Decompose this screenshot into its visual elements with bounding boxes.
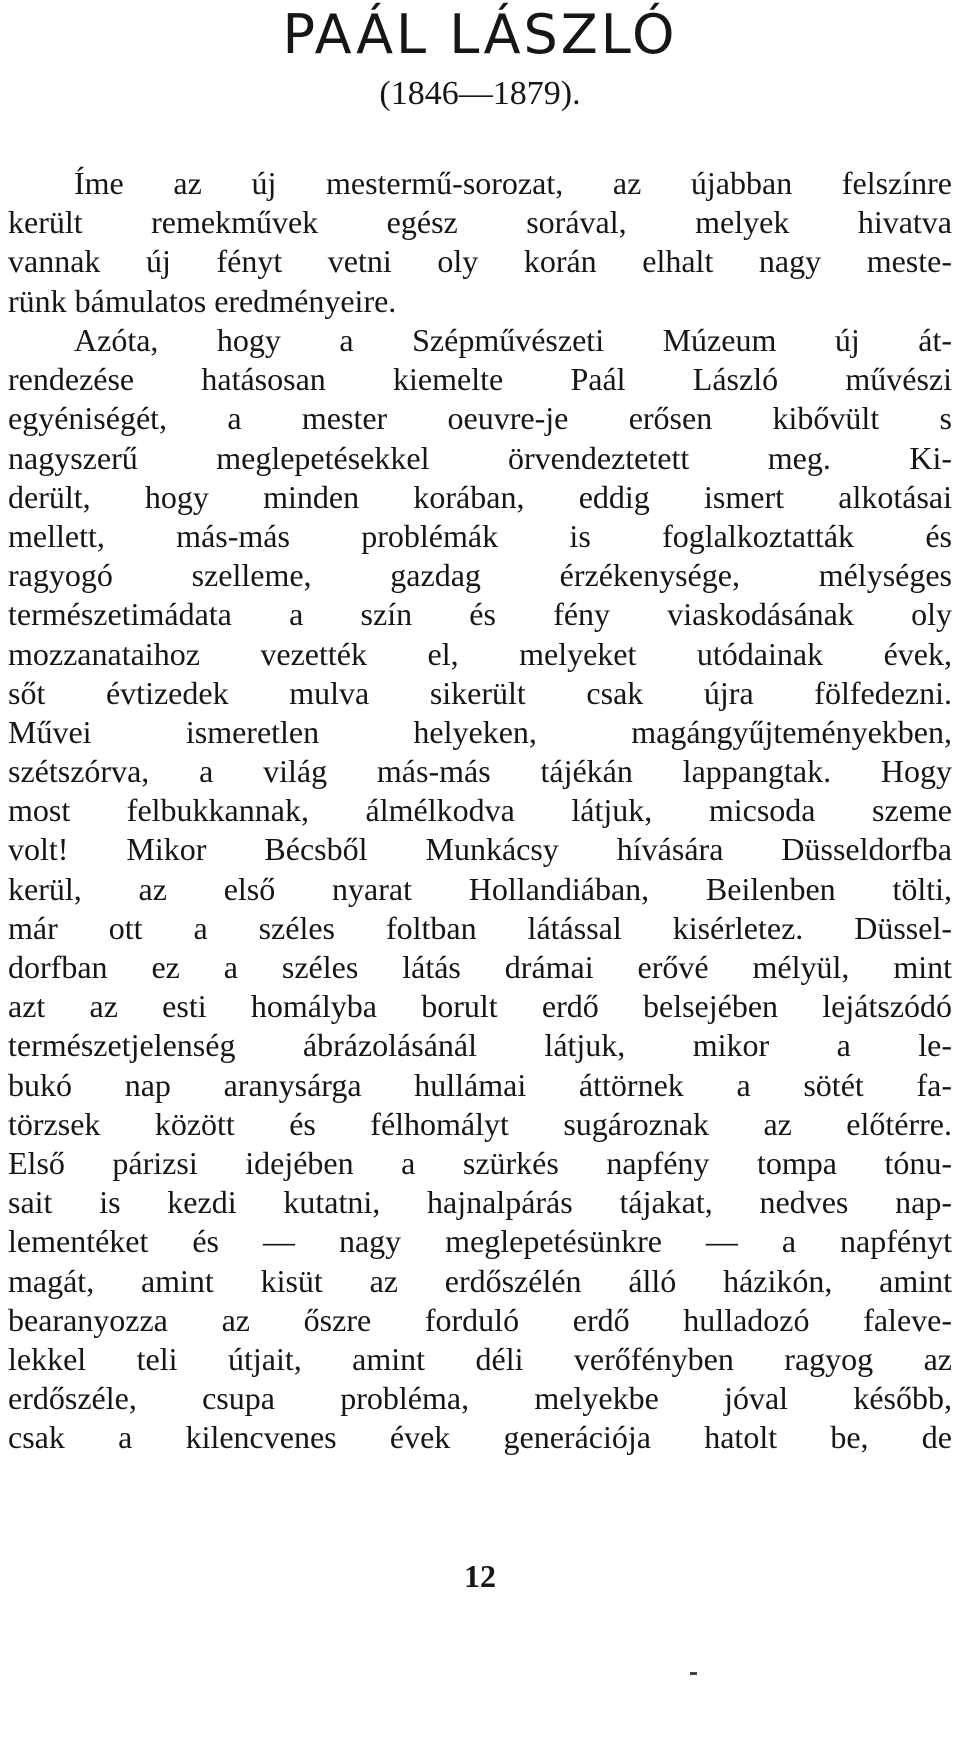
paragraph-intro: [8, 164, 952, 321]
text-line: erdőszéle, csupa probléma, melyekbe jóval később,: [8, 1380, 952, 1417]
text-line: vannak új fényt vetni oly korán elhalt nagy meste-: [8, 243, 952, 280]
text-line: törzsek között és félhomályt sugároznak az előtérre.: [8, 1105, 952, 1142]
text-line: magát, amint kisüt az erdőszélén álló házikón, amint: [8, 1262, 952, 1299]
text-line: derült, hogy minden korában, eddig ismert alkotásai: [8, 478, 952, 515]
text-line: rünk bámulatos eredményeire.: [8, 282, 397, 319]
text-line: nagyszerű meglepetésekkel örvendeztetett meg. Ki-: [8, 439, 952, 476]
text-line: azt az esti homályba borult erdő belsejében lejátszódó: [8, 988, 952, 1025]
text-line: mellett, más-más problémák is foglalkoztatták és: [8, 517, 952, 554]
text-line: természetimádata a szín és fény viaskodásának oly: [8, 596, 952, 633]
text-line: volt! Mikor Bécsből Munkácsy hívására Düsseldorfba: [8, 831, 952, 868]
text-line: szétszórva, a világ más-más tájékán lappangtak. Hogy: [8, 753, 952, 790]
text-line: bearanyozza az őszre forduló erdő hulladozó faleve-: [8, 1301, 952, 1338]
text-line: sőt évtizedek mulva sikerült csak újra fölfedezni.: [8, 674, 952, 711]
text-line: már ott a széles foltban látással kisérletez. Düssel-: [8, 909, 952, 946]
text-line: mozzanataihoz vezették el, melyeket utódainak évek,: [8, 635, 952, 672]
text-line: Azóta, hogy a Szépművészeti Múzeum új át-: [74, 322, 952, 358]
text-line: ragyogó szelleme, gazdag érzékenysége, mélységes: [8, 557, 952, 594]
text-line: Első párizsi idejében a szürkés napfény tompa tónu-: [8, 1144, 952, 1181]
text-line: Íme az új mestermű-sorozat, az újabban felszínre: [74, 165, 952, 201]
text-line: most felbukkannak, álmélkodva látjuk, micsoda szeme: [8, 792, 952, 829]
page-title: PAÁL LÁSZLÓ: [282, 3, 678, 66]
text-line: bukó nap aranysárga hullámai áttörnek a sötét fa-: [8, 1066, 952, 1103]
life-dates: (1846—1879).: [379, 75, 581, 112]
text-line: természetjelenség ábrázolásánál látjuk, mikor a le-: [8, 1027, 952, 1064]
paragraph-main: [8, 321, 952, 1457]
page-number: 12: [464, 1558, 496, 1594]
text-line: lementéket és — nagy meglepetésünkre — a napfényt: [8, 1223, 952, 1260]
text-line: csak a kilencvenes évek generációja hatolt be, de: [8, 1419, 952, 1456]
text-line: sait is kezdi kutatni, hajnalpárás tájakat, nedves nap-: [8, 1184, 952, 1221]
text-line: került remekművek egész sorával, melyek hivatva: [8, 204, 952, 241]
text-line: rendezése hatásosan kiemelte Paál László művészi: [8, 361, 952, 398]
text-line: egyéniségét, a mester oeuvre-je erősen kibővült s: [8, 400, 952, 437]
text-line: Művei ismeretlen helyeken, magángyűjteményekben,: [8, 713, 952, 750]
text-line: lekkel teli útjait, amint déli verőfényben ragyog az: [8, 1340, 952, 1377]
text-line: dorfban ez a széles látás drámai erővé mélyül, mint: [8, 949, 952, 985]
text-line: kerül, az első nyarat Hollandiában, Beilenben tölti,: [8, 870, 952, 907]
print-speck: [690, 1672, 697, 1675]
